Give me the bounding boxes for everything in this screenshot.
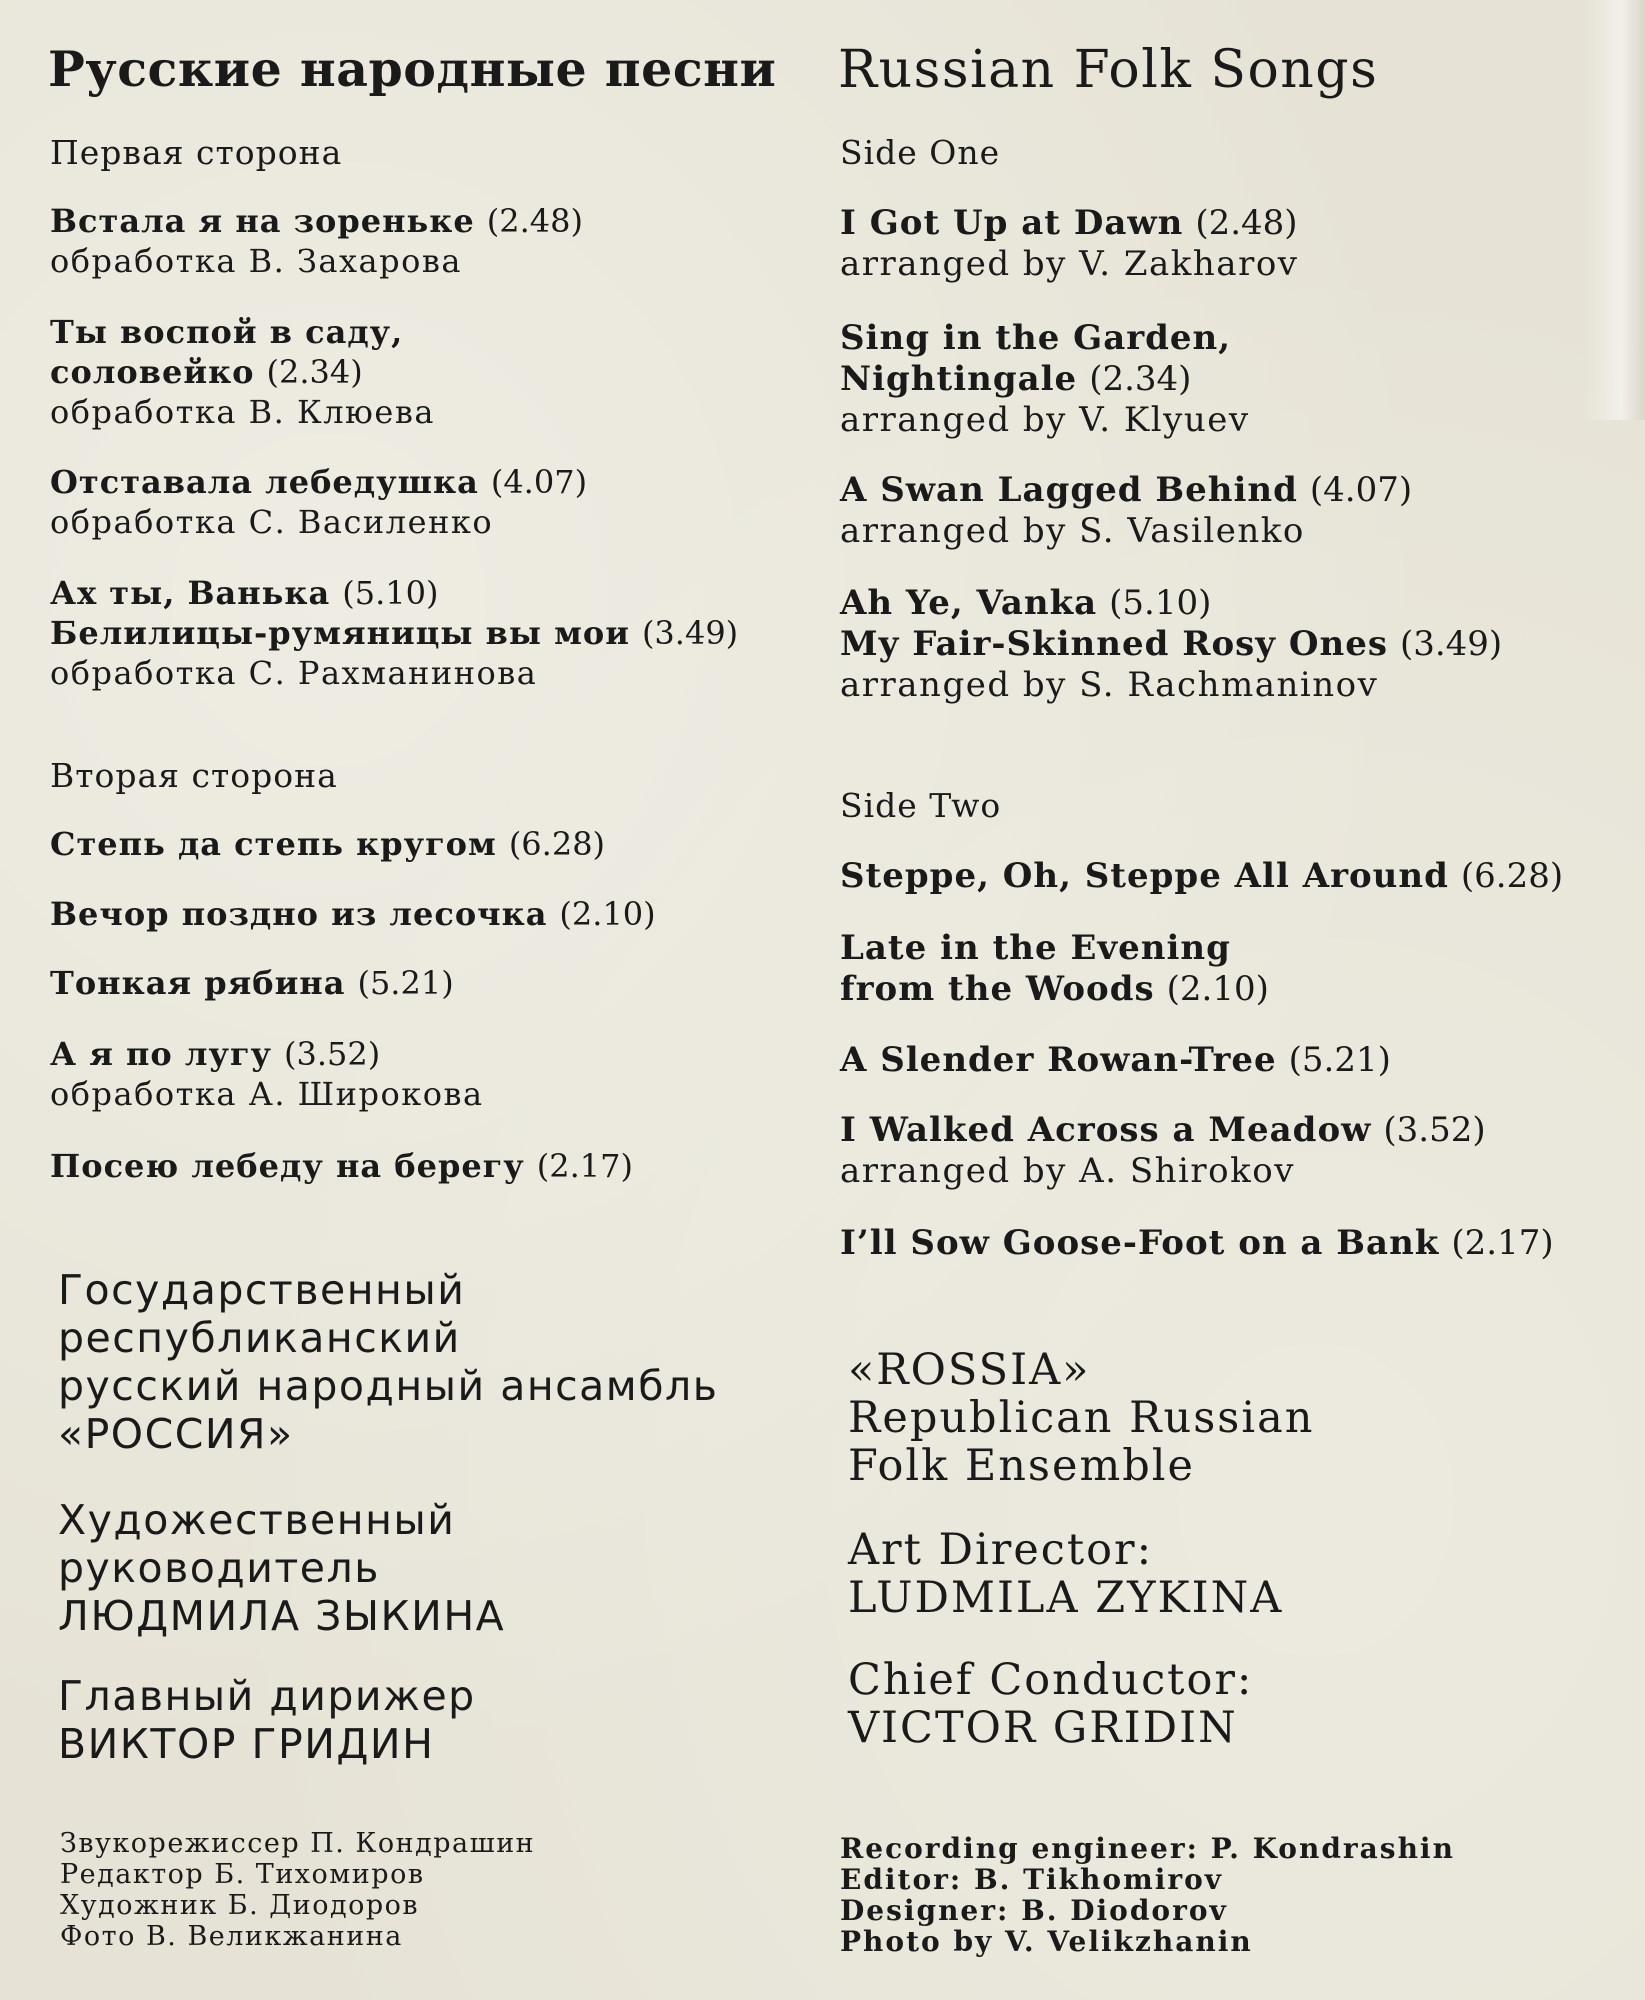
track-duration: (3.49) [1399,624,1503,664]
credit-line: Художественный [58,1496,456,1544]
track-duration: (5.10) [342,574,439,612]
english-track-7 [840,928,1269,1010]
russian-track-7 [50,894,656,934]
track-title: Встала я на зореньке [50,202,475,240]
track-arranger: обработка В. Захарова [50,242,462,280]
staff-line: Звукорежиссер П. Кондрашин [60,1828,536,1859]
track-duration: (5.21) [1288,1040,1391,1080]
credit-line: Republican Russian [848,1393,1315,1443]
russian-track-10 [50,1146,633,1186]
russian-side-one-label: Первая сторона [50,133,343,172]
staff-line: Редактор Б. Тихомиров [60,1859,425,1890]
english-track-4 [840,583,1211,624]
credit-line: LUDMILA ZYKINA [848,1573,1284,1623]
english-track-10 [840,1223,1554,1264]
track-title: Nightingale [840,359,1078,399]
track-arranger: обработка С. Рахманинова [50,654,538,692]
track-title: А я по лугу [50,1035,273,1073]
russian-staff-credits [60,1828,535,1952]
track-duration: (4.07) [490,463,588,501]
credit-line: Главный дирижер [58,1672,476,1720]
english-track-5 [840,624,1502,706]
russian-track-2 [50,312,435,432]
track-title-line1: Ты воспой в саду, [50,313,404,351]
credit-line: русский народный ансамбль [58,1362,719,1410]
track-title: Посею лебеду на берегу [50,1147,525,1185]
english-side-two-label: Side Two [840,786,1002,825]
english-side-one-label: Side One [840,133,1001,172]
track-title: Степь да степь кругом [50,825,497,863]
english-track-8 [840,1040,1391,1081]
russian-track-4 [50,573,438,613]
track-title: I Walked Across a Meadow [840,1110,1372,1150]
credit-line: Chief Conductor: [848,1655,1254,1705]
track-title: Ah Ye, Vanka [840,583,1098,623]
credit-line: Folk Ensemble [848,1441,1195,1491]
track-duration: (2.48) [486,202,583,240]
track-title: Отставала лебедушка [50,463,479,501]
track-title: My Fair-Skinned Rosy Ones [840,624,1388,664]
track-duration: (4.07) [1309,470,1413,510]
track-title: I’ll Sow Goose-Foot on a Bank [840,1223,1440,1263]
staff-line: Photo by V. Velikzhanin [840,1925,1253,1958]
english-ensemble-credit [848,1346,1314,1490]
track-title: соловейко [50,353,255,391]
credit-line: руководитель [58,1544,380,1592]
track-duration: (2.17) [1451,1223,1554,1263]
track-duration: (2.48) [1195,203,1298,243]
russian-track-8 [50,963,454,1003]
track-duration: (5.10) [1109,583,1212,623]
track-duration: (3.49) [641,614,739,652]
track-title: Ах ты, Ванька [50,574,331,612]
track-title: Тонкая рябина [50,964,346,1002]
track-duration: (2.34) [1089,359,1192,399]
russian-conductor-credit [58,1672,476,1768]
track-title: Белилицы-румяницы вы мои [50,614,630,652]
russian-ensemble-credit [58,1266,718,1458]
track-title-line1: Sing in the Garden, [840,318,1232,358]
track-duration: (6.28) [508,825,606,863]
english-track-3 [840,470,1412,552]
track-title: A Slender Rowan-Tree [840,1040,1277,1080]
russian-track-3 [50,462,587,542]
credit-line: «ROSSIA» [848,1345,1091,1395]
english-conductor-credit [848,1656,1253,1752]
english-track-9 [840,1110,1486,1192]
track-arranger: обработка В. Клюева [50,393,435,431]
staff-line: Editor: B. Tikhomirov [840,1863,1224,1896]
paper-crease [1585,0,1645,420]
track-duration: (2.17) [536,1147,633,1185]
track-title: Steppe, Oh, Steppe All Around [840,856,1449,896]
english-art-director-credit [848,1526,1283,1622]
russian-title: Русские народные песни [48,40,777,98]
track-arranger: arranged by V. Klyuev [840,400,1250,440]
staff-line: Фото В. Великжанина [60,1921,403,1952]
credit-line: ВИКТОР ГРИДИН [58,1720,435,1768]
russian-track-5 [50,613,738,693]
track-title: A Swan Lagged Behind [840,470,1298,510]
english-staff-credits [840,1833,1455,1957]
credit-line: республиканский [58,1314,461,1362]
credit-line: «РОССИЯ» [58,1410,294,1458]
track-title: I Got Up at Dawn [840,203,1184,243]
track-arranger: arranged by S. Rachmaninov [840,665,1379,705]
track-title-line1: Late in the Evening [840,928,1231,968]
credit-line: Государственный [58,1266,466,1314]
russian-side-two-label: Вторая сторона [50,756,338,795]
track-arranger: arranged by V. Zakharov [840,244,1299,284]
track-duration: (2.10) [559,895,656,933]
russian-track-1 [50,201,583,281]
russian-track-9 [50,1034,484,1114]
track-duration: (3.52) [1383,1110,1486,1150]
credit-line: Art Director: [848,1525,1154,1575]
track-duration: (3.52) [284,1035,381,1073]
english-track-2 [840,318,1250,441]
track-duration: (2.34) [266,353,363,391]
track-title: Вечор поздно из лесочка [50,895,548,933]
english-title: Russian Folk Songs [838,40,1379,100]
russian-track-6 [50,824,605,864]
staff-line: Художник Б. Диодоров [60,1890,420,1921]
english-track-6 [840,856,1563,897]
staff-line: Recording engineer: P. Kondrashin [840,1832,1455,1865]
credit-line: ЛЮДМИЛА ЗЫКИНА [58,1592,506,1640]
track-duration: (2.10) [1166,969,1269,1009]
track-duration: (6.28) [1460,856,1564,896]
track-arranger: arranged by A. Shirokov [840,1151,1295,1191]
english-track-1 [840,203,1299,285]
track-arranger: обработка С. Василенко [50,503,494,541]
russian-art-director-credit [58,1496,505,1640]
track-arranger: arranged by S. Vasilenko [840,511,1305,551]
credit-line: VICTOR GRIDIN [848,1703,1238,1753]
staff-line: Designer: B. Diodorov [840,1894,1228,1927]
track-title: from the Woods [840,969,1155,1009]
track-arranger: обработка А. Широкова [50,1075,484,1113]
track-duration: (5.21) [357,964,454,1002]
